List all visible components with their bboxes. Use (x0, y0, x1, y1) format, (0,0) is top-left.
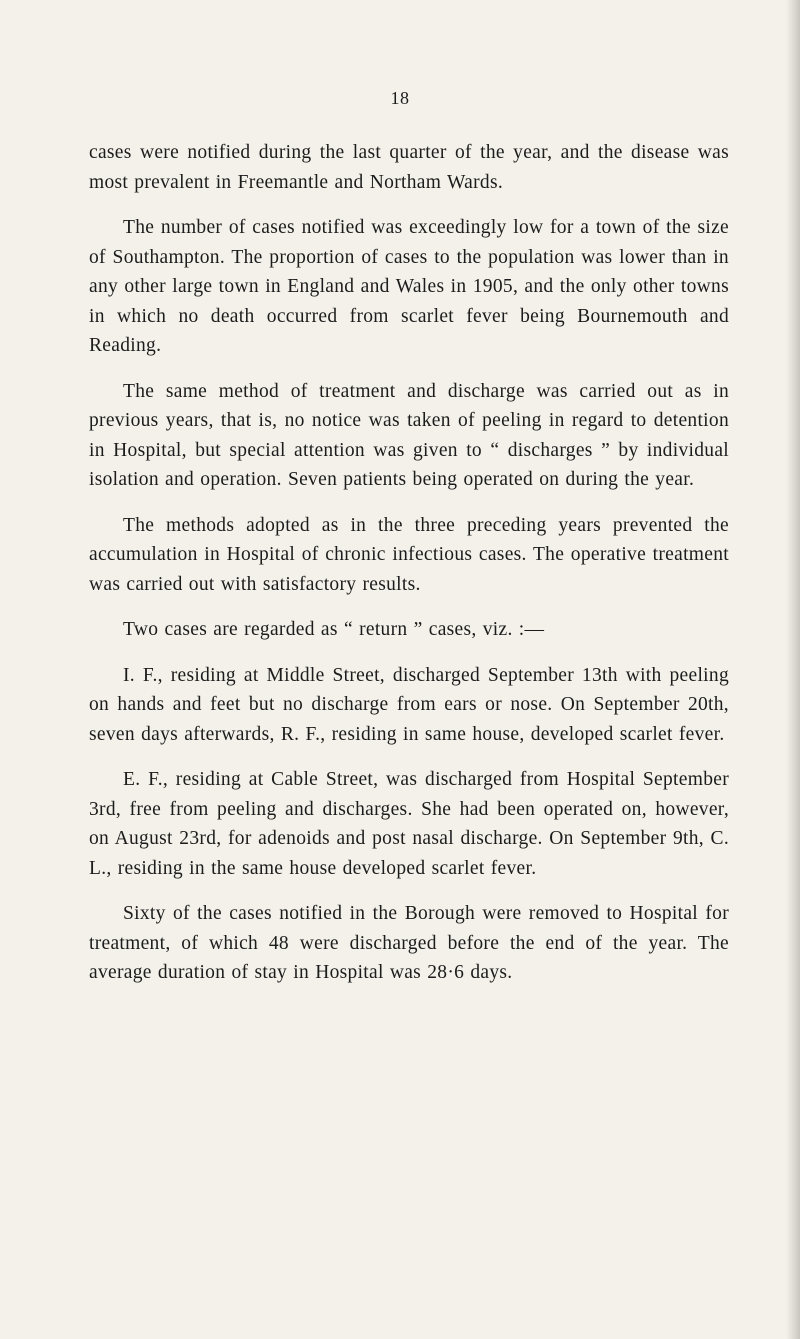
paragraph-hospital-removals: Sixty of the cases notified in the Borough were removed to Hospital for treatment, of which 48 were discharged before the end of the year. The average duration of stay in Hospital was 28·6 days. (89, 903, 729, 983)
page-number: 18 (390, 88, 410, 108)
body-text (89, 138, 729, 1004)
paragraph-return-case-1: I. F., residing at Middle Street, discharged September 13th with peeling on hands and feet but no discharge from ears or nose. On September 20th, seven days afterwards, R. F., residing in same house, developed scarlet fever. (89, 664, 729, 745)
page-edge-shadow (786, 0, 800, 1339)
paragraph-methods-adopted: The methods adopted as in the three preceding years prevented the accumulation in Hospital of chronic infectious cases. The operative treatment was carried out with satisfactory results. (89, 514, 729, 595)
paragraph-continuation: cases were notified during the last quarter of the year, and the disease was most prevalent in Freemantle and Northam Wards. (89, 142, 729, 193)
paragraph-return-case-2: E. F., residing at Cable Street, was discharged from Hospital September 3rd, free from peeling and discharges. She had been operated on, however, on August 23rd, for adenoids and post nasal discharge. On September 9th, C. L., residing in the same house developed scarlet fever. (89, 769, 729, 879)
paragraph-case-numbers: The number of cases notified was exceedingly low for a town of the size of Southampton. The proportion of cases to the population was lower than in any other large town in England and Wales in 1905, and the only other towns in which no death occurred from scarlet fever being Bournemouth and Reading. (89, 217, 729, 356)
paragraph-treatment-method: The same method of treatment and discharge was carried out as in previous years, that is, no notice was taken of peeling in regard to detention in Hospital, but special attention was given to “ discharges ” by individual isolation and operation. Seven patients being operated on during the year. (89, 380, 729, 490)
paragraph-return-cases-intro: Two cases are regarded as “ return ” cases, viz. :— (123, 619, 545, 640)
